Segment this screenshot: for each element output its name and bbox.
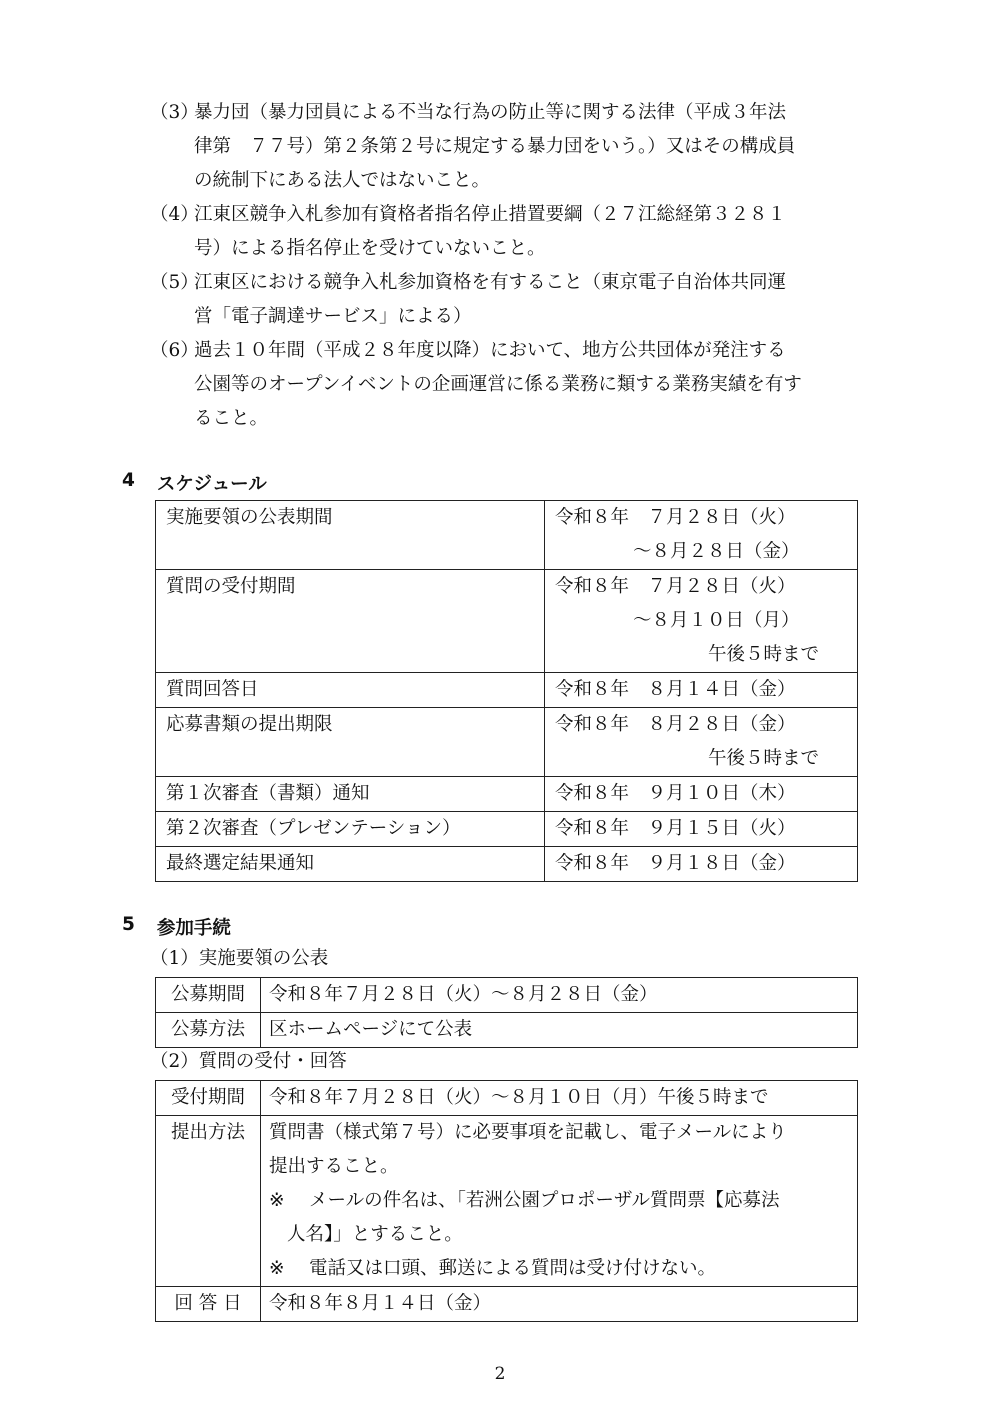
date-line: 令和８年 ７月２８日（火） — [555, 507, 796, 528]
row-value — [261, 1116, 858, 1287]
date-line: 午後５時まで — [707, 748, 819, 769]
schedule-event: 応募書類の提出期限 — [156, 708, 545, 777]
table-row — [156, 570, 858, 673]
schedule-date — [545, 847, 858, 882]
row-label: 提出方法 — [156, 1116, 261, 1287]
subsection-heading-questions: （2）質問の受付・回答 — [150, 1051, 347, 1072]
item-line: 過去１０年間（平成２８年度以降）において、地方公共団体が発注する — [194, 340, 786, 361]
questions-table — [155, 1080, 858, 1322]
row-value: 令和８年７月２８日（火）～８月１０日（月）午後５時まで — [261, 1081, 858, 1116]
note-mark: ※ — [269, 1190, 285, 1211]
item-number: （5） — [150, 272, 199, 293]
table-row — [156, 812, 858, 847]
item-line: 営「電子調達サービス」による） — [194, 306, 472, 327]
item-line: の統制下にある法人ではないこと。 — [194, 170, 491, 191]
note-text: 人名】」とすること。 — [287, 1224, 463, 1245]
method-line: 質問書（様式第７号）に必要事項を記載し、電子メールにより — [269, 1122, 787, 1143]
row-label: 受付期間 — [156, 1081, 261, 1116]
schedule-date — [545, 708, 858, 777]
section-number: 4 — [122, 470, 135, 491]
table-row — [156, 847, 858, 882]
table-row — [156, 978, 858, 1013]
item-line: 江東区における競争入札参加資格を有すること（東京電子自治体共同運 — [194, 272, 787, 293]
schedule-event: 最終選定結果通知 — [156, 847, 545, 882]
row-label: 公募方法 — [156, 1013, 261, 1048]
table-row — [156, 1116, 858, 1287]
schedule-event: 第２次審査（プレゼンテーション） — [156, 812, 545, 847]
date-line: 令和８年 ９月１０日（木） — [555, 783, 796, 804]
section-heading-schedule — [122, 470, 267, 496]
row-label: 公募期間 — [156, 978, 261, 1013]
date-line: 令和８年 ９月１８日（金） — [555, 853, 796, 874]
schedule-event: 第１次審査（書類）通知 — [156, 777, 545, 812]
row-value: 令和８年７月２８日（火）～８月２８日（金） — [261, 978, 858, 1013]
date-line: 令和８年 ７月２８日（火） — [555, 576, 796, 597]
schedule-date — [545, 673, 858, 708]
date-line: ～８月１０日（月） — [633, 610, 800, 631]
item-line: 暴力団（暴力団員による不当な行為の防止等に関する法律（平成３年法 — [194, 102, 787, 123]
note-text: メールの件名は、「若洲公園プロポーザル質問票【応募法 — [309, 1190, 780, 1211]
eligibility-item-3 — [150, 96, 862, 198]
item-line: 号）による指名停止を受けていないこと。 — [194, 238, 546, 259]
page-number: 2 — [494, 1364, 506, 1384]
schedule-event: 質問の受付期間 — [156, 570, 545, 673]
section-title: 参加手続 — [156, 918, 231, 939]
table-row — [156, 1081, 858, 1116]
schedule-date — [545, 777, 858, 812]
section-title: スケジュール — [156, 474, 267, 495]
item-line: 律第 ７７号）第２条第２号に規定する暴力団をいう。）又はその構成員 — [194, 136, 796, 157]
table-row — [156, 501, 858, 570]
note-item — [269, 1184, 851, 1218]
date-line: 午後５時まで — [707, 644, 819, 665]
section-number: 5 — [122, 914, 135, 935]
item-line: 公園等のオープンイベントの企画運営に係る業務に類する業務実績を有す — [194, 374, 802, 395]
schedule-date — [545, 501, 858, 570]
date-line: 令和８年 ８月２８日（金） — [555, 714, 796, 735]
eligibility-item-6 — [150, 334, 862, 436]
subsection-heading-publication: （1）実施要領の公表 — [150, 948, 329, 969]
table-row — [156, 1287, 858, 1322]
schedule-table — [155, 500, 858, 882]
eligibility-item-4 — [150, 198, 862, 266]
schedule-event: 実施要領の公表期間 — [156, 501, 545, 570]
item-line: 江東区競争入札参加有資格者指名停止措置要綱（２７江総経第３２８１ — [194, 204, 787, 225]
table-row — [156, 673, 858, 708]
schedule-event: 質問回答日 — [156, 673, 545, 708]
publication-table — [155, 977, 858, 1048]
note-text: 電話又は口頭、郵送による質問は受け付けない。 — [309, 1258, 717, 1279]
schedule-date — [545, 812, 858, 847]
row-value: 区ホームページにて公表 — [261, 1013, 858, 1048]
eligibility-item-5 — [150, 266, 862, 334]
row-value: 令和８年８月１４日（金） — [261, 1287, 858, 1322]
method-line: 提出すること。 — [269, 1156, 399, 1177]
row-label: 回 答 日 — [156, 1287, 261, 1322]
date-line: 令和８年 ８月１４日（金） — [555, 679, 796, 700]
item-number: （3） — [150, 102, 199, 123]
section-heading-procedure — [122, 914, 231, 940]
table-row — [156, 777, 858, 812]
date-line: 令和８年 ９月１５日（火） — [555, 818, 796, 839]
table-row — [156, 1013, 858, 1048]
note-item — [269, 1252, 851, 1286]
item-number: （4） — [150, 204, 199, 225]
eligibility-list — [150, 96, 862, 436]
note-mark: ※ — [269, 1258, 285, 1279]
date-line: ～８月２８日（金） — [633, 541, 800, 562]
schedule-date — [545, 570, 858, 673]
item-number: （6） — [150, 340, 199, 361]
table-row — [156, 708, 858, 777]
item-line: ること。 — [194, 408, 269, 429]
